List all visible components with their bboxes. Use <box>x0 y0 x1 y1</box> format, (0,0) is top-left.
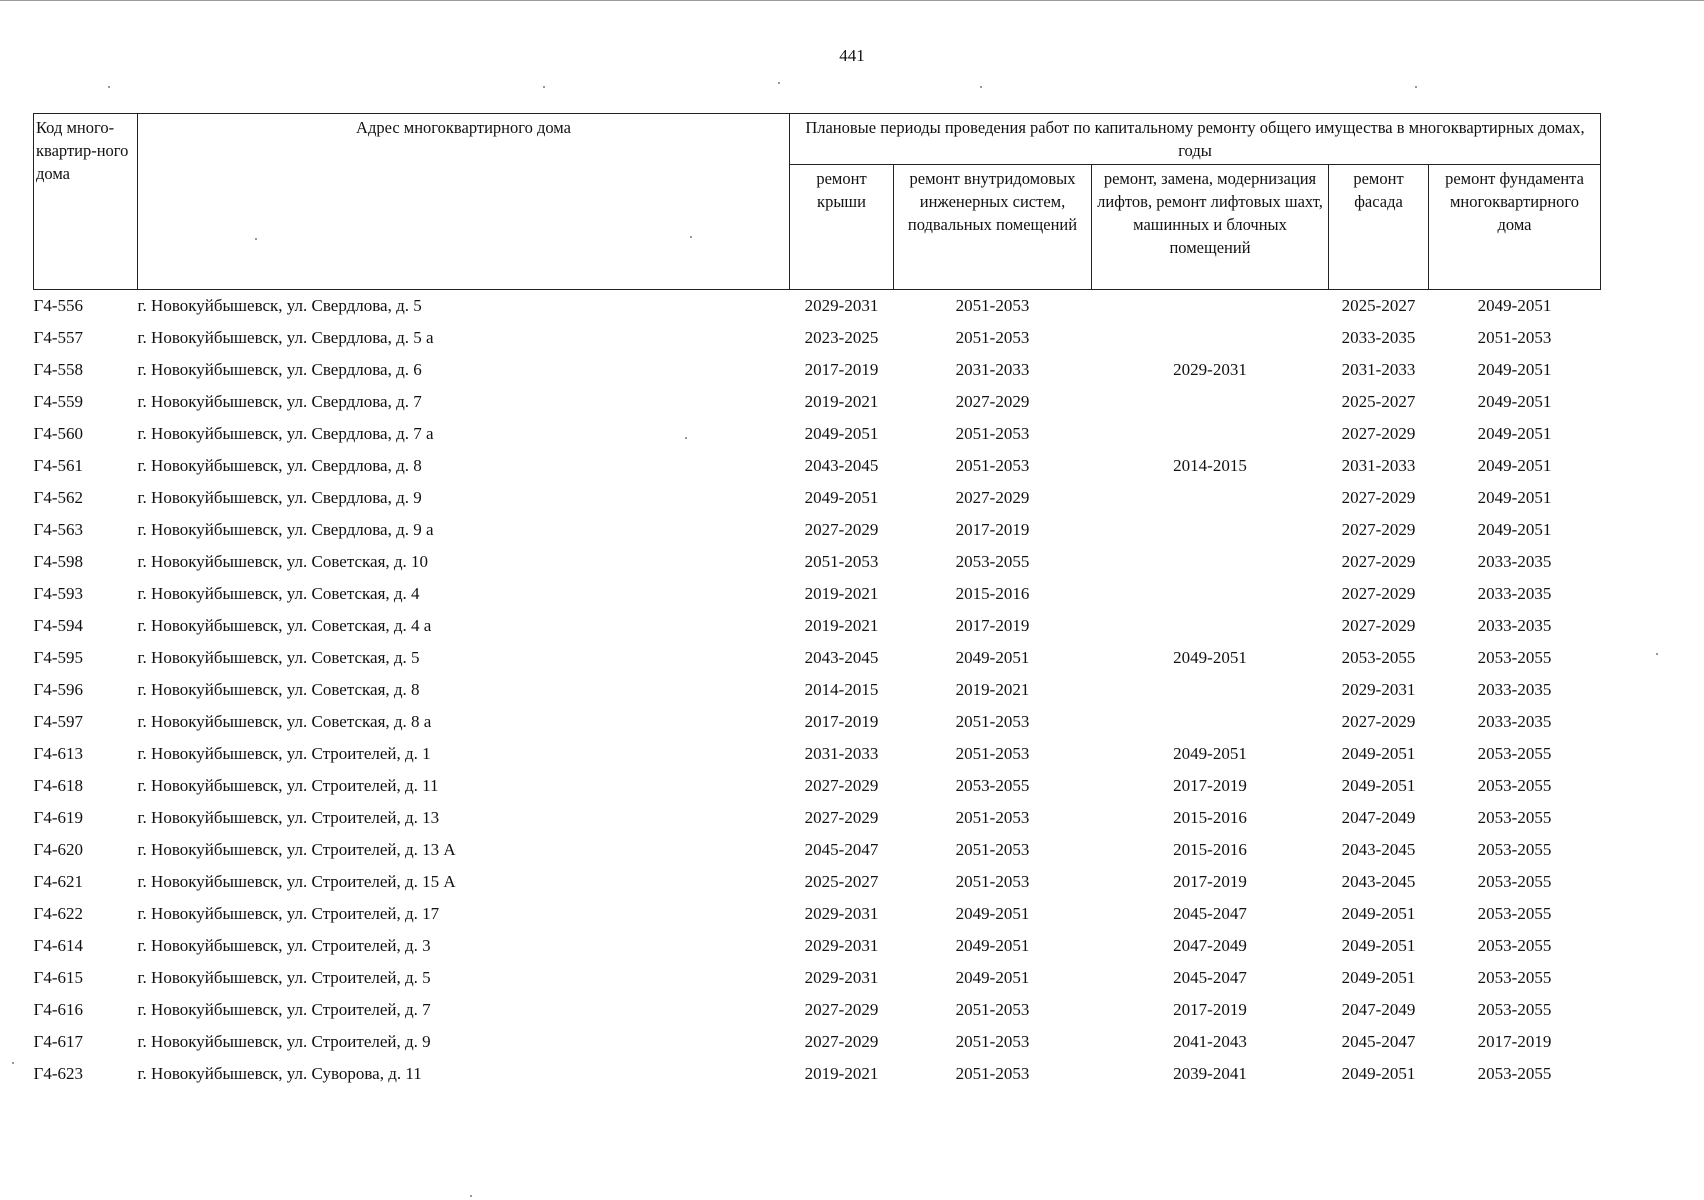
table-row <box>34 962 1601 994</box>
facade-period-cell: 2049-2051 <box>1341 968 1416 987</box>
house-code-cell: Г4-622 <box>33 904 83 923</box>
house-address-cell: г. Новокуйбышевск, ул. Советская, д. 5 <box>137 648 420 667</box>
systems-period-cell: 2051-2053 <box>955 456 1030 475</box>
foundation-period-cell: 2049-2051 <box>1477 520 1552 539</box>
facade-period-cell: 2047-2049 <box>1341 808 1416 827</box>
foundation-period-cell: 2053-2055 <box>1477 776 1552 795</box>
foundation-period-cell: 2053-2055 <box>1477 1064 1552 1083</box>
elevators-period-cell <box>1092 674 1329 706</box>
house-address-cell: г. Новокуйбышевск, ул. Строителей, д. 17 <box>137 904 440 923</box>
roof-period-cell: 2029-2031 <box>804 296 879 315</box>
foundation-period-cell: 2049-2051 <box>1477 296 1552 315</box>
scan-speck <box>778 82 780 84</box>
foundation-period-cell: 2053-2055 <box>1477 968 1552 987</box>
facade-period-cell: 2049-2051 <box>1341 904 1416 923</box>
roof-period-cell: 2029-2031 <box>804 968 879 987</box>
elevators-period-cell <box>1092 578 1329 610</box>
elevators-period-cell: 2045-2047 <box>1173 968 1247 987</box>
roof-period-cell: 2043-2045 <box>804 648 879 667</box>
systems-period-cell: 2051-2053 <box>955 1000 1030 1019</box>
house-address-cell: г. Новокуйбышевск, ул. Строителей, д. 3 <box>137 936 431 955</box>
elevators-period-cell <box>1092 514 1329 546</box>
house-address-cell: г. Новокуйбышевск, ул. Советская, д. 8 а <box>137 712 432 731</box>
header-code: Код много-квартир-ного дома <box>34 114 138 290</box>
elevators-period-cell: 2049-2051 <box>1173 744 1247 763</box>
header-address: Адрес многоквартирного дома <box>138 114 790 290</box>
table-row <box>34 514 1601 546</box>
elevators-period-cell <box>1092 610 1329 642</box>
house-code-cell: Г4-614 <box>33 936 83 955</box>
top-rule <box>0 0 1704 1</box>
house-code-cell: Г4-597 <box>33 712 83 731</box>
systems-period-cell: 2051-2053 <box>955 744 1030 763</box>
foundation-period-cell: 2051-2053 <box>1477 328 1552 347</box>
facade-period-cell: 2027-2029 <box>1341 616 1416 635</box>
house-address-cell: г. Новокуйбышевск, ул. Свердлова, д. 5 а <box>137 328 434 347</box>
systems-period-cell: 2015-2016 <box>955 584 1030 603</box>
foundation-period-cell: 2049-2051 <box>1477 456 1552 475</box>
house-code-cell: Г4-613 <box>33 744 83 763</box>
roof-period-cell: 2027-2029 <box>804 1000 879 1019</box>
facade-period-cell: 2025-2027 <box>1341 296 1416 315</box>
house-address-cell: г. Новокуйбышевск, ул. Строителей, д. 9 <box>137 1032 431 1051</box>
systems-period-cell: 2051-2053 <box>955 712 1030 731</box>
table-body <box>34 290 1601 1091</box>
foundation-period-cell: 2033-2035 <box>1477 584 1552 603</box>
house-address-cell: г. Новокуйбышевск, ул. Строителей, д. 7 <box>137 1000 431 1019</box>
table-row <box>34 834 1601 866</box>
roof-period-cell: 2023-2025 <box>804 328 879 347</box>
facade-period-cell: 2049-2051 <box>1341 936 1416 955</box>
table-row <box>34 386 1601 418</box>
systems-period-cell: 2049-2051 <box>955 904 1030 923</box>
elevators-period-cell: 2015-2016 <box>1173 840 1247 859</box>
foundation-period-cell: 2053-2055 <box>1477 1000 1552 1019</box>
house-code-cell: Г4-558 <box>33 360 83 379</box>
systems-period-cell: 2051-2053 <box>955 424 1030 443</box>
scan-speck <box>470 1195 472 1197</box>
roof-period-cell: 2027-2029 <box>804 776 879 795</box>
header-foundation: ремонт фундамента многоквартирного дома <box>1429 165 1601 290</box>
elevators-period-cell: 2045-2047 <box>1173 904 1247 923</box>
facade-period-cell: 2047-2049 <box>1341 1000 1416 1019</box>
roof-period-cell: 2014-2015 <box>804 680 879 699</box>
house-code-cell: Г4-596 <box>33 680 83 699</box>
elevators-period-cell: 2039-2041 <box>1173 1064 1247 1083</box>
foundation-period-cell: 2053-2055 <box>1477 936 1552 955</box>
house-address-cell: г. Новокуйбышевск, ул. Свердлова, д. 9 <box>137 488 422 507</box>
header-facade: ремонт фасада <box>1329 165 1429 290</box>
elevators-period-cell: 2015-2016 <box>1173 808 1247 827</box>
foundation-period-cell: 2053-2055 <box>1477 808 1552 827</box>
systems-period-cell: 2051-2053 <box>955 808 1030 827</box>
systems-period-cell: 2053-2055 <box>955 552 1030 571</box>
house-code-cell: Г4-618 <box>33 776 83 795</box>
elevators-period-cell: 2041-2043 <box>1173 1032 1247 1051</box>
systems-period-cell: 2019-2021 <box>955 680 1030 699</box>
roof-period-cell: 2019-2021 <box>804 1064 879 1083</box>
facade-period-cell: 2053-2055 <box>1341 648 1416 667</box>
systems-period-cell: 2049-2051 <box>955 936 1030 955</box>
systems-period-cell: 2053-2055 <box>955 776 1030 795</box>
table-row <box>34 354 1601 386</box>
foundation-period-cell: 2033-2035 <box>1477 712 1552 731</box>
systems-period-cell: 2049-2051 <box>955 968 1030 987</box>
foundation-period-cell: 2033-2035 <box>1477 616 1552 635</box>
table-row <box>34 322 1601 354</box>
house-code-cell: Г4-562 <box>33 488 83 507</box>
table-row <box>34 706 1601 738</box>
foundation-period-cell: 2049-2051 <box>1477 488 1552 507</box>
roof-period-cell: 2017-2019 <box>804 360 879 379</box>
roof-period-cell: 2019-2021 <box>804 392 879 411</box>
elevators-period-cell: 2029-2031 <box>1173 360 1247 379</box>
house-address-cell: г. Новокуйбышевск, ул. Советская, д. 8 <box>137 680 420 699</box>
systems-period-cell: 2051-2053 <box>955 328 1030 347</box>
scan-speck <box>12 1062 14 1064</box>
elevators-period-cell <box>1092 546 1329 578</box>
roof-period-cell: 2019-2021 <box>804 616 879 635</box>
systems-period-cell: 2051-2053 <box>955 872 1030 891</box>
elevators-period-cell: 2014-2015 <box>1173 456 1247 475</box>
foundation-period-cell: 2053-2055 <box>1477 872 1552 891</box>
foundation-period-cell: 2049-2051 <box>1477 392 1552 411</box>
roof-period-cell: 2027-2029 <box>804 520 879 539</box>
foundation-period-cell: 2053-2055 <box>1477 904 1552 923</box>
facade-period-cell: 2027-2029 <box>1341 552 1416 571</box>
header-elevators: ремонт, замена, модернизация лифтов, ремонт лифтовых шахт, машинных и блочных помещений <box>1092 165 1329 290</box>
facade-period-cell: 2043-2045 <box>1341 872 1416 891</box>
table-row <box>34 866 1601 898</box>
foundation-period-cell: 2033-2035 <box>1477 552 1552 571</box>
house-address-cell: г. Новокуйбышевск, ул. Суворова, д. 11 <box>137 1064 422 1083</box>
foundation-period-cell: 2049-2051 <box>1477 424 1552 443</box>
elevators-period-cell: 2047-2049 <box>1173 936 1247 955</box>
roof-period-cell: 2051-2053 <box>804 552 879 571</box>
facade-period-cell: 2033-2035 <box>1341 328 1416 347</box>
foundation-period-cell: 2053-2055 <box>1477 840 1552 859</box>
table-row <box>34 450 1601 482</box>
table-row <box>34 578 1601 610</box>
facade-period-cell: 2045-2047 <box>1341 1032 1416 1051</box>
house-address-cell: г. Новокуйбышевск, ул. Строителей, д. 13 <box>137 808 440 827</box>
house-code-cell: Г4-595 <box>33 648 83 667</box>
systems-period-cell: 2051-2053 <box>955 1064 1030 1083</box>
table-row <box>34 1026 1601 1058</box>
elevators-period-cell: 2049-2051 <box>1173 648 1247 667</box>
table-row <box>34 930 1601 962</box>
house-code-cell: Г4-619 <box>33 808 83 827</box>
systems-period-cell: 2027-2029 <box>955 488 1030 507</box>
scan-speck <box>108 86 110 88</box>
house-address-cell: г. Новокуйбышевск, ул. Строителей, д. 1 <box>137 744 431 763</box>
house-code-cell: Г4-563 <box>33 520 83 539</box>
house-address-cell: г. Новокуйбышевск, ул. Свердлова, д. 6 <box>137 360 422 379</box>
roof-period-cell: 2043-2045 <box>804 456 879 475</box>
repair-schedule-table <box>33 113 1601 1090</box>
foundation-period-cell: 2017-2019 <box>1477 1032 1552 1051</box>
house-address-cell: г. Новокуйбышевск, ул. Строителей, д. 5 <box>137 968 431 987</box>
facade-period-cell: 2029-2031 <box>1341 680 1416 699</box>
scan-speck <box>1656 653 1658 655</box>
house-address-cell: г. Новокуйбышевск, ул. Свердлова, д. 9 а <box>137 520 434 539</box>
house-address-cell: г. Новокуйбышевск, ул. Свердлова, д. 8 <box>137 456 422 475</box>
foundation-period-cell: 2049-2051 <box>1477 360 1552 379</box>
house-code-cell: Г4-623 <box>33 1064 83 1083</box>
house-code-cell: Г4-620 <box>33 840 83 859</box>
table-header <box>34 114 1601 290</box>
roof-period-cell: 2045-2047 <box>804 840 879 859</box>
facade-period-cell: 2043-2045 <box>1341 840 1416 859</box>
roof-period-cell: 2031-2033 <box>804 744 879 763</box>
house-address-cell: г. Новокуйбышевск, ул. Строителей, д. 15 А <box>137 872 456 891</box>
roof-period-cell: 2027-2029 <box>804 808 879 827</box>
facade-period-cell: 2049-2051 <box>1341 744 1416 763</box>
house-code-cell: Г4-559 <box>33 392 83 411</box>
house-address-cell: г. Новокуйбышевск, ул. Советская, д. 4 <box>137 584 420 603</box>
house-address-cell: г. Новокуйбышевск, ул. Строителей, д. 13 А <box>137 840 456 859</box>
house-code-cell: Г4-556 <box>33 296 83 315</box>
systems-period-cell: 2051-2053 <box>955 840 1030 859</box>
page-number: 441 <box>839 46 865 65</box>
table-row <box>34 546 1601 578</box>
house-code-cell: Г4-615 <box>33 968 83 987</box>
house-address-cell: г. Новокуйбышевск, ул. Свердлова, д. 7 <box>137 392 422 411</box>
roof-period-cell: 2019-2021 <box>804 584 879 603</box>
house-address-cell: г. Новокуйбышевск, ул. Строителей, д. 11 <box>137 776 439 795</box>
systems-period-cell: 2017-2019 <box>955 520 1030 539</box>
roof-period-cell: 2049-2051 <box>804 488 879 507</box>
systems-period-cell: 2051-2053 <box>955 1032 1030 1051</box>
house-address-cell: г. Новокуйбышевск, ул. Свердлова, д. 5 <box>137 296 422 315</box>
facade-period-cell: 2027-2029 <box>1341 424 1416 443</box>
house-code-cell: Г4-616 <box>33 1000 83 1019</box>
facade-period-cell: 2049-2051 <box>1341 776 1416 795</box>
roof-period-cell: 2029-2031 <box>804 904 879 923</box>
table-row <box>34 898 1601 930</box>
scan-speck <box>1415 86 1417 88</box>
elevators-period-cell <box>1092 482 1329 514</box>
systems-period-cell: 2049-2051 <box>955 648 1030 667</box>
table-row <box>34 738 1601 770</box>
facade-period-cell: 2027-2029 <box>1341 520 1416 539</box>
table-row <box>34 770 1601 802</box>
facade-period-cell: 2027-2029 <box>1341 488 1416 507</box>
facade-period-cell: 2049-2051 <box>1341 1064 1416 1083</box>
elevators-period-cell: 2017-2019 <box>1173 1000 1247 1019</box>
house-address-cell: г. Новокуйбышевск, ул. Свердлова, д. 7 а <box>137 424 434 443</box>
foundation-period-cell: 2033-2035 <box>1477 680 1552 699</box>
facade-period-cell: 2027-2029 <box>1341 584 1416 603</box>
header-roof: ремонт крыши <box>790 165 894 290</box>
house-address-cell: г. Новокуйбышевск, ул. Советская, д. 10 <box>137 552 429 571</box>
elevators-period-cell <box>1092 386 1329 418</box>
table-row <box>34 994 1601 1026</box>
systems-period-cell: 2051-2053 <box>955 296 1030 315</box>
table-row <box>34 418 1601 450</box>
elevators-period-cell <box>1092 322 1329 354</box>
table-row <box>34 482 1601 514</box>
elevators-period-cell <box>1092 290 1329 323</box>
roof-period-cell: 2027-2029 <box>804 1032 879 1051</box>
systems-period-cell: 2031-2033 <box>955 360 1030 379</box>
elevators-period-cell <box>1092 418 1329 450</box>
scan-speck <box>543 86 545 88</box>
table-row <box>34 610 1601 642</box>
header-periods-group: Плановые периоды проведения работ по капитальному ремонту общего имущества в многоквартирных домах, годы <box>790 114 1601 165</box>
table-row <box>34 642 1601 674</box>
roof-period-cell: 2049-2051 <box>804 424 879 443</box>
house-code-cell: Г4-560 <box>33 424 83 443</box>
header-systems: ремонт внутридомовых инженерных систем, подвальных помещений <box>894 165 1092 290</box>
facade-period-cell: 2025-2027 <box>1341 392 1416 411</box>
roof-period-cell: 2029-2031 <box>804 936 879 955</box>
facade-period-cell: 2027-2029 <box>1341 712 1416 731</box>
elevators-period-cell: 2017-2019 <box>1173 872 1247 891</box>
roof-period-cell: 2017-2019 <box>804 712 879 731</box>
house-code-cell: Г4-621 <box>33 872 83 891</box>
house-code-cell: Г4-594 <box>33 616 83 635</box>
foundation-period-cell: 2053-2055 <box>1477 744 1552 763</box>
table-row <box>34 802 1601 834</box>
house-code-cell: Г4-593 <box>33 584 83 603</box>
house-code-cell: Г4-598 <box>33 552 83 571</box>
house-code-cell: Г4-561 <box>33 456 83 475</box>
systems-period-cell: 2017-2019 <box>955 616 1030 635</box>
elevators-period-cell: 2017-2019 <box>1173 776 1247 795</box>
table-row <box>34 1058 1601 1090</box>
elevators-period-cell <box>1092 706 1329 738</box>
facade-period-cell: 2031-2033 <box>1341 456 1416 475</box>
roof-period-cell: 2025-2027 <box>804 872 879 891</box>
systems-period-cell: 2027-2029 <box>955 392 1030 411</box>
table-row <box>34 674 1601 706</box>
facade-period-cell: 2031-2033 <box>1341 360 1416 379</box>
scan-speck <box>980 86 982 88</box>
house-address-cell: г. Новокуйбышевск, ул. Советская, д. 4 а <box>137 616 432 635</box>
house-code-cell: Г4-557 <box>33 328 83 347</box>
foundation-period-cell: 2053-2055 <box>1477 648 1552 667</box>
house-code-cell: Г4-617 <box>33 1032 83 1051</box>
table-row <box>34 290 1601 323</box>
